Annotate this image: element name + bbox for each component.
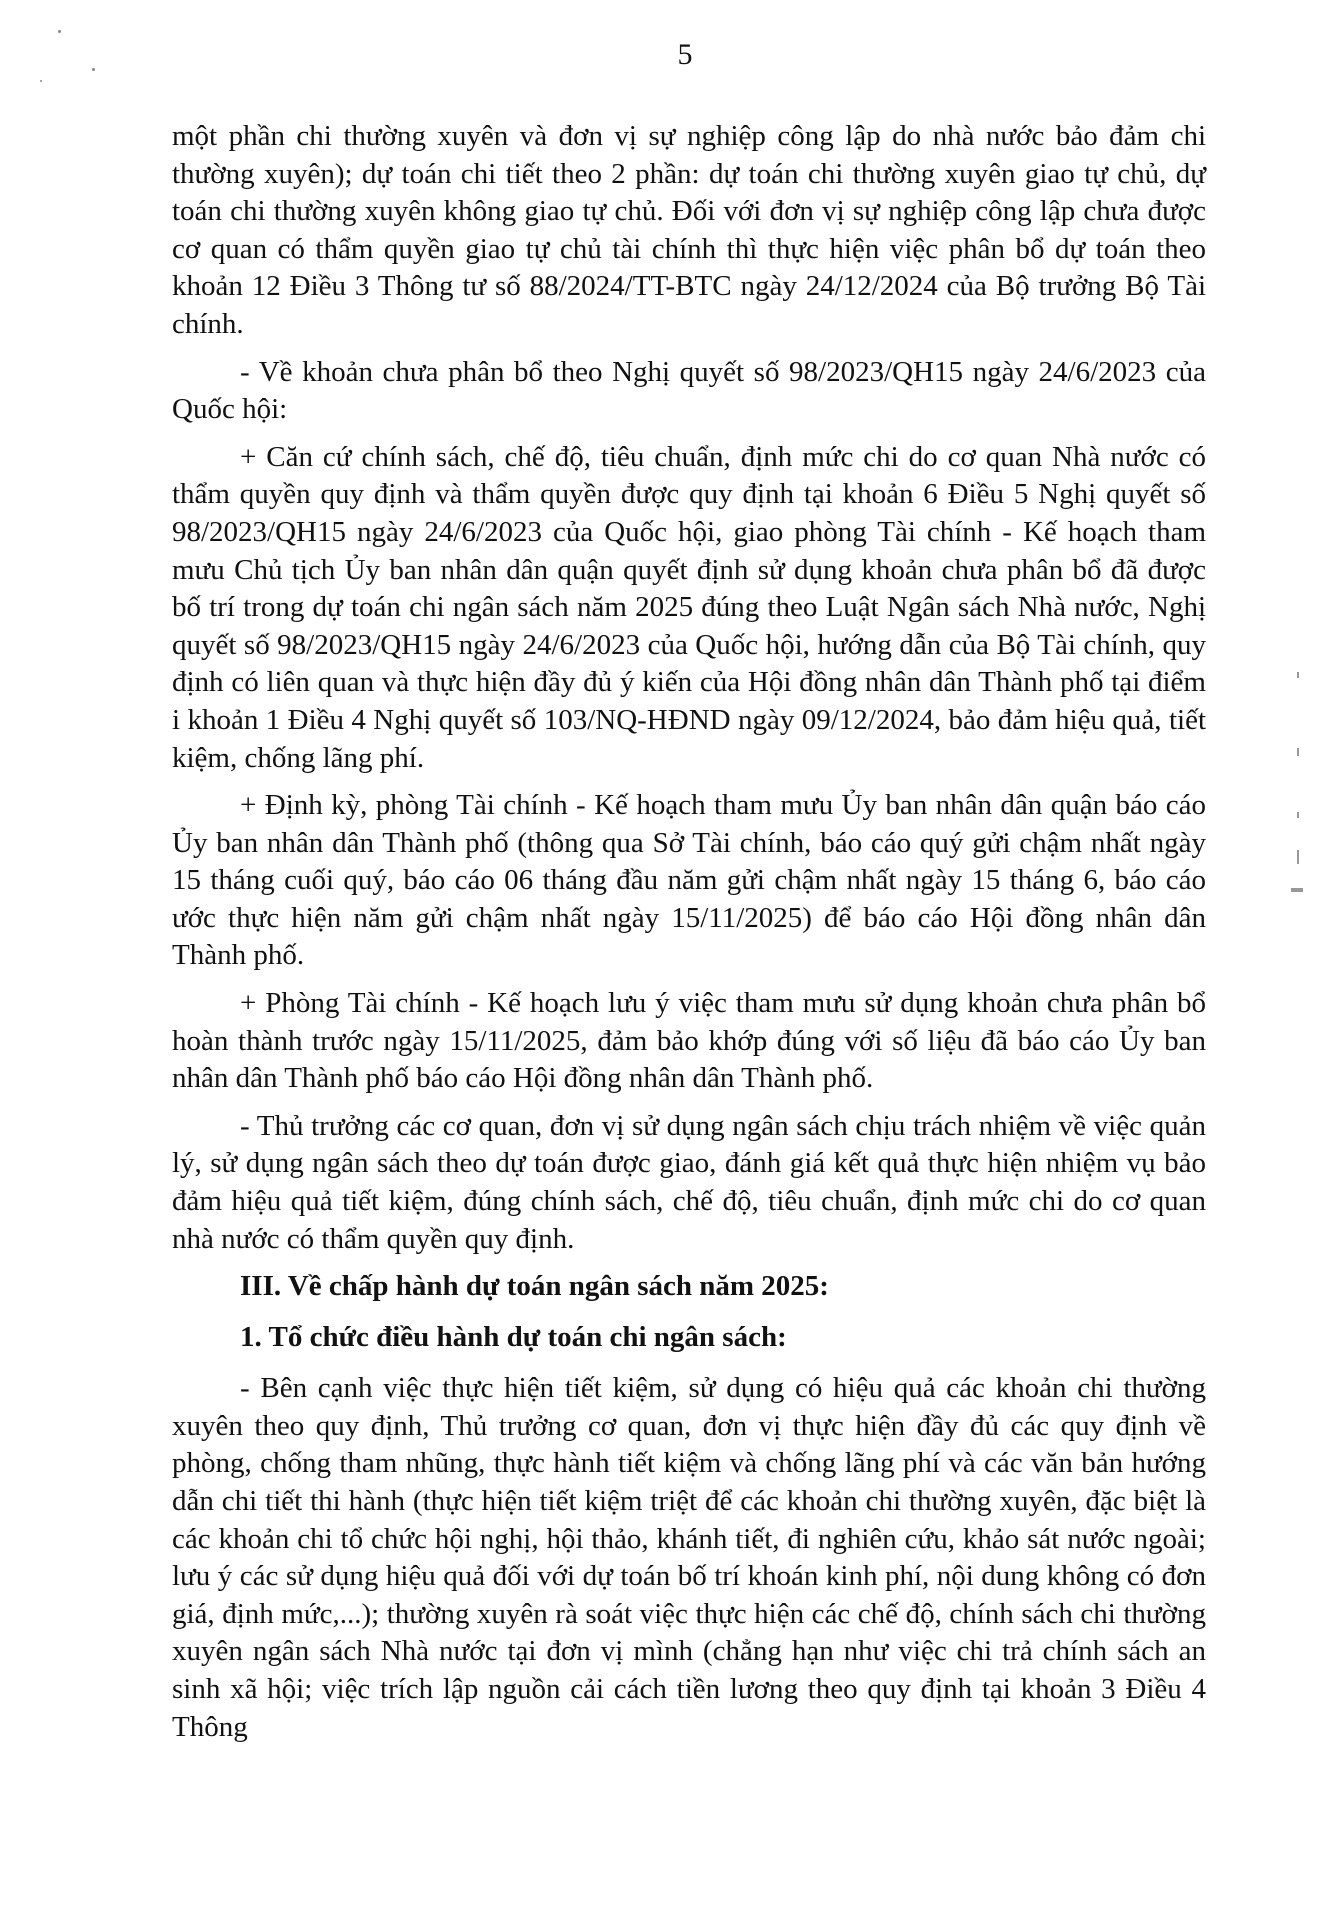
scan-margin-mark <box>1297 812 1299 818</box>
paragraph-agency-heads: - Thủ trưởng các cơ quan, đơn vị sử dụng ngân sách chịu trách nhiệm về việc quản lý, sử dụng ngân sách theo dự toán được giao, đánh giá kết quả thực hiện nhiệm vụ bảo đảm hiệu quả tiết kiệm, đúng chính sách, chế độ, tiêu chuẩn, định mức chi do cơ quan nhà nước có thẩm quyền quy định. <box>172 1109 1206 1255</box>
section-heading-iii: III. Về chấp hành dự toán ngân sách năm 2025: <box>240 1270 829 1303</box>
paragraph-continuation: một phần chi thường xuyên và đơn vị sự nghiệp công lập do nhà nước bảo đảm chi thường xuyên); dự toán chi tiết theo 2 phần: dự toán chi thường xuyên giao tự chủ, dự toán chi thường xuyên không giao tự chủ. Đối với đơn vị sự nghiệp công lập chưa được cơ quan có thẩm quyền giao tự chủ tài chính thì thực hiện việc phân bổ dự toán theo khoản 12 Điều 3 Thông tư số 88/2024/TT-BTC ngày 24/12/2024 của Bộ trưởng Bộ Tài chính. <box>172 120 1206 340</box>
scan-margin-mark <box>1291 888 1303 892</box>
paragraph-policy-basis: + Căn cứ chính sách, chế độ, tiêu chuẩn, định mức chi do cơ quan Nhà nước có thẩm quyền quy định và thẩm quyền được quy định tại khoản 6 Điều 5 Nghị quyết số 98/2023/QH15 ngày 24/6/2023 của Quốc hội, giao phòng Tài chính - Kế hoạch tham mưu Chủ tịch Ủy ban nhân dân quận quyết định sử dụng khoản chưa phân bổ đã được bố trí trong dự toán chi ngân sách năm 2025 đúng theo Luật Ngân sách Nhà nước, Nghị quyết số 98/2023/QH15 ngày 24/6/2023 của Quốc hội, hướng dẫn của Bộ Tài chính, quy định có liên quan và thực hiện đầy đủ ý kiến của Hội đồng nhân dân Thành phố tại điểm i khoản 1 Điều 4 Nghị quyết số 103/NQ-HĐND ngày 09/12/2024, bảo đảm hiệu quả, tiết kiệm, chống lãng phí. <box>172 440 1206 774</box>
paragraph-finance-note: + Phòng Tài chính - Kế hoạch lưu ý việc tham mưu sử dụng khoản chưa phân bổ hoàn thành trước ngày 15/11/2025, đảm bảo khớp đúng với số liệu đã báo cáo Ủy ban nhân dân Thành phố báo cáo Hội đồng nhân dân Thành phố. <box>172 987 1206 1095</box>
scan-margin-mark <box>1297 672 1299 678</box>
scan-speck <box>92 68 95 71</box>
document-body <box>172 118 1206 1756</box>
scan-margin-mark <box>1297 850 1299 864</box>
page-number: 5 <box>677 38 693 71</box>
scan-margin-mark <box>1297 748 1299 756</box>
paragraph-unallocated-funds: - Về khoản chưa phân bổ theo Nghị quyết số 98/2023/QH15 ngày 24/6/2023 của Quốc hội: <box>172 355 1206 426</box>
subsection-heading-1: 1. Tổ chức điều hành dự toán chi ngân sách: <box>240 1321 787 1354</box>
scan-speck <box>40 80 42 82</box>
paragraph-savings-implementation: - Bên cạnh việc thực hiện tiết kiệm, sử dụng có hiệu quả các khoản chi thường xuyên theo quy định, Thủ trưởng cơ quan, đơn vị thực hiện đầy đủ các quy định về phòng, chống tham nhũng, thực hành tiết kiệm và chống lãng phí và các văn bản hướng dẫn chi tiết thi hành (thực hiện tiết kiệm triệt để các khoản chi thường xuyên, đặc biệt là các khoản chi tổ chức hội nghị, hội thảo, khánh tiết, đi nghiên cứu, khảo sát nước ngoài; lưu ý các sử dụng hiệu quả đối với dự toán bố trí khoán kinh phí, nội dung không có đơn giá, định mức,...); thường xuyên rà soát việc thực hiện các chế độ, chính sách chi thường xuyên ngân sách Nhà nước tại đơn vị mình (chẳng hạn như việc chi trả chính sách an sinh xã hội; việc trích lập nguồn cải cách tiền lương theo quy định tại khoản 3 Điều 4 Thông <box>172 1372 1206 1743</box>
paragraph-periodic-report: + Định kỳ, phòng Tài chính - Kế hoạch tham mưu Ủy ban nhân dân quận báo cáo Ủy ban nhân dân Thành phố (thông qua Sở Tài chính, báo cáo quý gửi chậm nhất ngày 15 tháng cuối quý, báo cáo 06 tháng đầu năm gửi chậm nhất ngày 15 tháng 6, báo cáo ước thực hiện năm gửi chậm nhất ngày 15/11/2025) để báo cáo Hội đồng nhân dân Thành phố. <box>172 789 1206 972</box>
scan-speck <box>58 30 61 33</box>
